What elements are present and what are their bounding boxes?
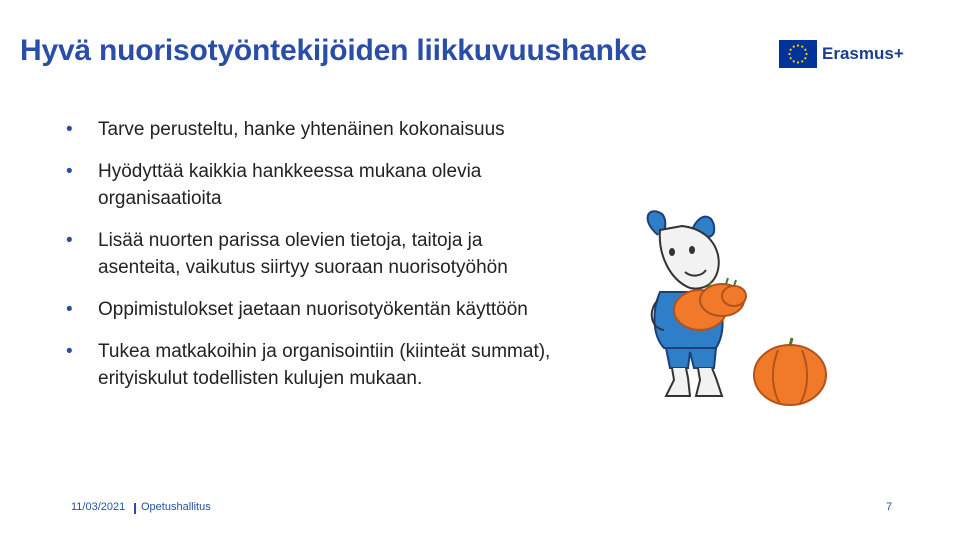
eu-flag-icon	[779, 40, 817, 68]
bullet-item	[66, 296, 566, 323]
bullet-dot-icon: •	[66, 119, 73, 140]
bullet-dot-icon: •	[66, 299, 73, 320]
erasmus-logo	[779, 40, 904, 68]
slide-title: Hyvä nuorisotyöntekijöiden liikkuvuushanke	[20, 34, 647, 67]
bullet-item	[66, 116, 566, 143]
bullet-text: Oppimistulokset jaetaan nuorisotyökentän käyttöön	[98, 299, 528, 320]
bullet-text: Hyödyttää kaikkia hankkeessa mukana olevia organisaatioita	[98, 161, 482, 209]
goat-with-pumpkins-illustration	[630, 200, 840, 410]
bullet-dot-icon: •	[66, 230, 73, 251]
footer-organization: Opetushallitus	[141, 501, 211, 513]
erasmus-logo-text: Erasmus+	[822, 44, 904, 63]
bullet-dot-icon: •	[66, 161, 73, 182]
page-number: 7	[886, 501, 893, 513]
bullet-item	[66, 227, 566, 281]
footer-separator	[134, 503, 136, 514]
footer-date: 11/03/2021	[71, 501, 126, 513]
bullet-item	[66, 158, 566, 212]
bullet-text: Tarve perusteltu, hanke yhtenäinen kokonaisuus	[98, 119, 505, 140]
bullet-dot-icon: •	[66, 341, 73, 362]
bullet-text: Lisää nuorten parissa olevien tietoja, taitoja ja asenteita, vaikutus siirtyy suoraan nuorisotyöhön	[98, 230, 508, 278]
bullet-text: Tukea matkakoihin ja organisointiin (kiinteät summat), erityiskulut todellisten kulujen mukaan.	[98, 341, 551, 389]
bullet-list	[66, 116, 566, 407]
bullet-item	[66, 338, 566, 392]
